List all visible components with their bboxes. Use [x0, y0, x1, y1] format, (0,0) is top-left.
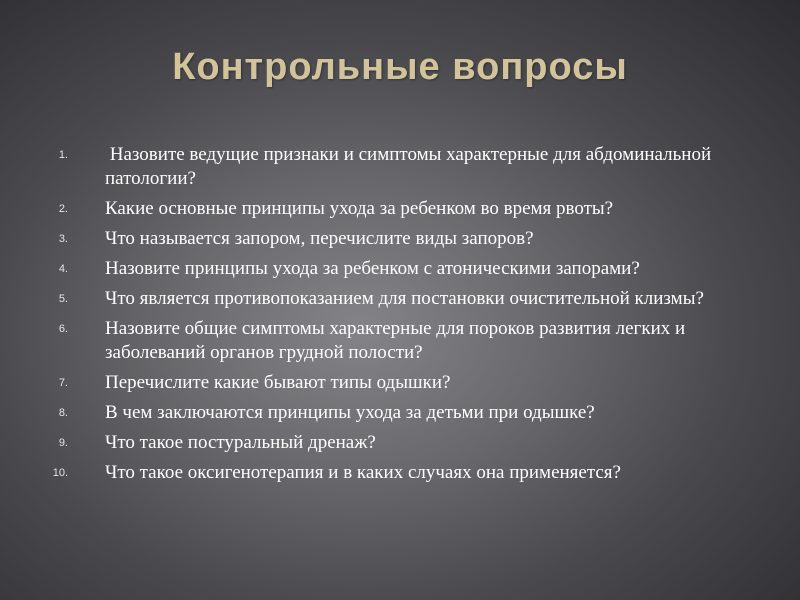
- question-text: В чем заключаются принципы ухода за детьми при одышке?: [105, 402, 595, 423]
- question-item-10: [0, 461, 800, 485]
- question-item-3: [0, 227, 800, 251]
- question-number: 7.: [58, 377, 68, 389]
- question-text: Назовите принципы ухода за ребенком с атоническими запорами?: [105, 258, 640, 279]
- question-item-9: [0, 431, 800, 455]
- question-item-2: [0, 197, 800, 221]
- question-number: 5.: [58, 293, 68, 305]
- question-text: Какие основные принципы ухода за ребенком во время рвоты?: [105, 198, 614, 219]
- question-item-4: [0, 257, 800, 281]
- question-item-5: [0, 287, 800, 311]
- question-text: Что такое постуральный дренаж?: [105, 432, 376, 453]
- question-text: Что является противопоказанием для постановки очистительной клизмы?: [105, 288, 704, 309]
- question-number: 10.: [52, 467, 68, 479]
- slide-title: Контрольные вопросы: [172, 46, 628, 88]
- question-number: 6.: [58, 323, 68, 335]
- question-number: 1.: [58, 149, 68, 161]
- question-text: Назовите общие симптомы характерные для пороков развития легких и заболеваний органов грудной полости?: [105, 318, 686, 363]
- question-item-1: [0, 143, 800, 191]
- question-text: Перечислите какие бывают типы одышки?: [105, 372, 451, 393]
- question-text: Что такое оксигенотерапия и в каких случаях она применяется?: [105, 462, 621, 483]
- questions-list: [0, 143, 800, 491]
- question-item-6: [0, 317, 800, 365]
- question-number: 2.: [58, 203, 68, 215]
- question-text: Что называется запором, перечислите виды запоров?: [105, 228, 534, 249]
- question-number: 9.: [58, 437, 68, 449]
- question-item-8: [0, 401, 800, 425]
- question-item-7: [0, 371, 800, 395]
- question-number: 3.: [58, 233, 68, 245]
- question-number: 4.: [58, 263, 68, 275]
- question-number: 8.: [58, 407, 68, 419]
- question-text: Назовите ведущие признаки и симптомы характерные для абдоминальной патологии?: [105, 144, 716, 189]
